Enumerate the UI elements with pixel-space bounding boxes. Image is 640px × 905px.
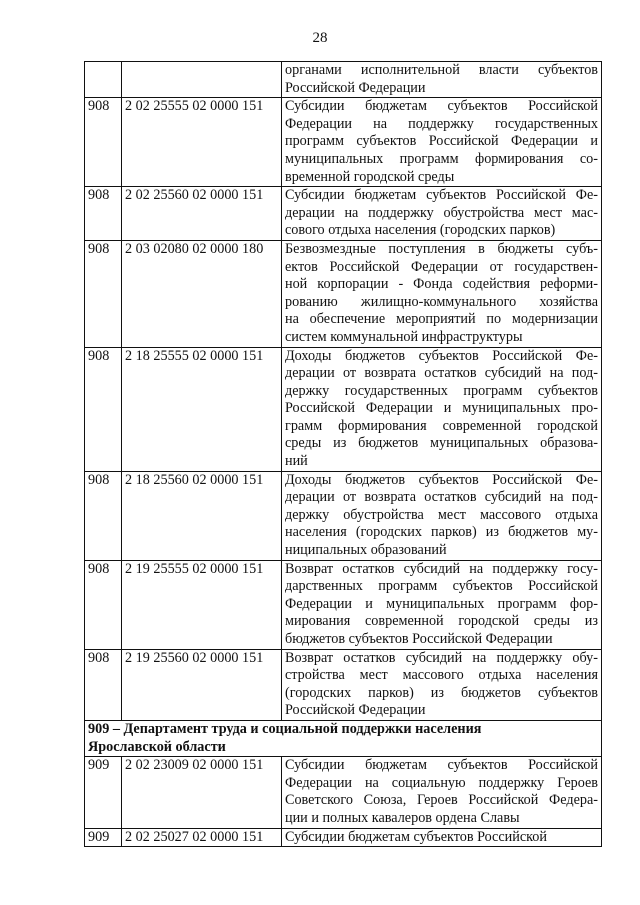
table-row [85,347,602,471]
description-line: дарственных программ субъектов Российской [285,578,598,595]
description-cell [282,828,602,847]
description-cell [282,240,602,347]
description-line: Советского Союза, Героев Российской Федера- [285,792,598,809]
description-cell [282,98,602,187]
description-cell [282,471,602,560]
kbk-code-cell: 2 02 23009 02 0000 151 [122,757,282,828]
kbk-code-cell: 2 18 25555 02 0000 151 [122,347,282,471]
table-body [85,62,602,847]
admin-code-cell: 909 [85,757,122,828]
description-line: Возврат остатков субсидий на поддержку обу- [285,649,598,666]
kbk-code-cell: 2 02 25027 02 0000 151 [122,828,282,847]
description-line: дерации на поддержку обустройства мест мас- [285,204,598,221]
description-cell [282,757,602,828]
admin-code-cell: 908 [85,187,122,241]
kbk-code-cell: 2 18 25560 02 0000 151 [122,471,282,560]
admin-code-cell: 908 [85,347,122,471]
description-line: Российской Федерации [285,702,426,719]
admin-code-cell: 909 [85,828,122,847]
kbk-code-cell [122,62,282,98]
description-line: органами исполнительной власти субъектов [285,62,598,78]
description-line: держку государственных программ субъектов [285,382,598,399]
description-cell [282,649,602,720]
description-line: временной городской среды [285,168,455,185]
section-title [85,720,602,756]
kbk-code-cell: 2 02 25555 02 0000 151 [122,98,282,187]
description-line: Доходы бюджетов субъектов Российской Фе- [285,471,598,488]
kbk-code-cell: 2 02 25560 02 0000 151 [122,187,282,241]
description-line: дерации от возврата остатков субсидий на под- [285,365,598,382]
admin-code-cell: 908 [85,560,122,649]
description-line: мирования современной городской среды из [285,613,598,630]
section-title-line: Ярославской области [88,738,226,755]
description-line: систем коммунальной инфраструктуры [285,328,523,345]
description-line: стройства мест массового отдыха населения [285,667,598,684]
description-line: Субсидии бюджетам субъектов Российской [285,98,598,115]
description-line: населения (городских парков) из бюджетов му- [285,524,598,541]
description-line: Субсидии бюджетам субъектов Российской [285,757,598,774]
table-row [85,62,602,98]
description-line: бюджетов субъектов Российской Федерации [285,631,553,647]
description-cell [282,347,602,471]
description-line: Федерации на социальную поддержку Героев [285,774,598,791]
table-row [85,187,602,241]
kbk-code-cell: 2 19 25555 02 0000 151 [122,560,282,649]
table-row [85,560,602,649]
kbk-code-cell: 2 03 02080 02 0000 180 [122,240,282,347]
description-line: Доходы бюджетов субъектов Российской Фе- [285,347,598,364]
description-line: муниципальных программ формирования со- [285,150,598,167]
description-line: грамм формирования современной городской [285,417,598,434]
description-line: Российской Федерации [285,79,426,96]
description-line: (городских парков) из бюджетов субъектов [285,684,598,701]
description-line: программ субъектов Российской Федерации и [285,133,598,150]
description-line: ниципальных образований [285,542,447,559]
table-row [85,471,602,560]
description-line: сового отдыха населения (городских парков) [285,222,556,239]
description-line: на обеспечение мероприятий по модернизации [285,311,598,328]
admin-code-cell: 908 [85,471,122,560]
section-header-row [85,720,602,756]
admin-code-cell [85,62,122,98]
page-number: 28 [312,30,328,46]
description-line: держку обустройства мест массового отдыха [285,506,598,523]
description-line: ции и полных кавалеров ордена Славы [285,809,520,826]
revenue-table [84,61,602,847]
description-line: Федерации на поддержку государственных [285,115,598,132]
admin-code-cell: 908 [85,98,122,187]
admin-code-cell: 908 [85,240,122,347]
description-line: Российской Федерации и муниципальных про- [285,400,598,417]
description-cell [282,62,602,98]
description-line: Субсидии бюджетам субъектов Российской [285,828,547,845]
description-line: рованию жилищно-коммунального хозяйства [285,293,598,310]
admin-code-cell: 908 [85,649,122,720]
table-row [85,98,602,187]
description-line: ний [285,453,308,470]
description-line: Безвозмездные поступления в бюджеты субъ- [285,240,598,257]
description-cell [282,560,602,649]
description-line: Возврат остатков субсидий на поддержку госу- [285,560,598,577]
description-line: ектов Российской Федерации от государствен- [285,258,598,275]
table-row [85,757,602,828]
description-line: Субсидии бюджетам субъектов Российской Фе- [285,187,598,204]
description-line: ной корпорации - Фонда содействия реформи- [285,276,598,293]
table-row [85,828,602,847]
table-row [85,649,602,720]
description-cell [282,187,602,241]
table-row [85,240,602,347]
section-title-line: 909 – Департамент труда и социальной поддержки населения [88,720,482,737]
description-line: дерации от возврата остатков субсидий на под- [285,489,598,506]
description-line: Федерации и муниципальных программ фор- [285,595,598,612]
kbk-code-cell: 2 19 25560 02 0000 151 [122,649,282,720]
description-line: среды из бюджетов муниципальных образова- [285,435,598,452]
